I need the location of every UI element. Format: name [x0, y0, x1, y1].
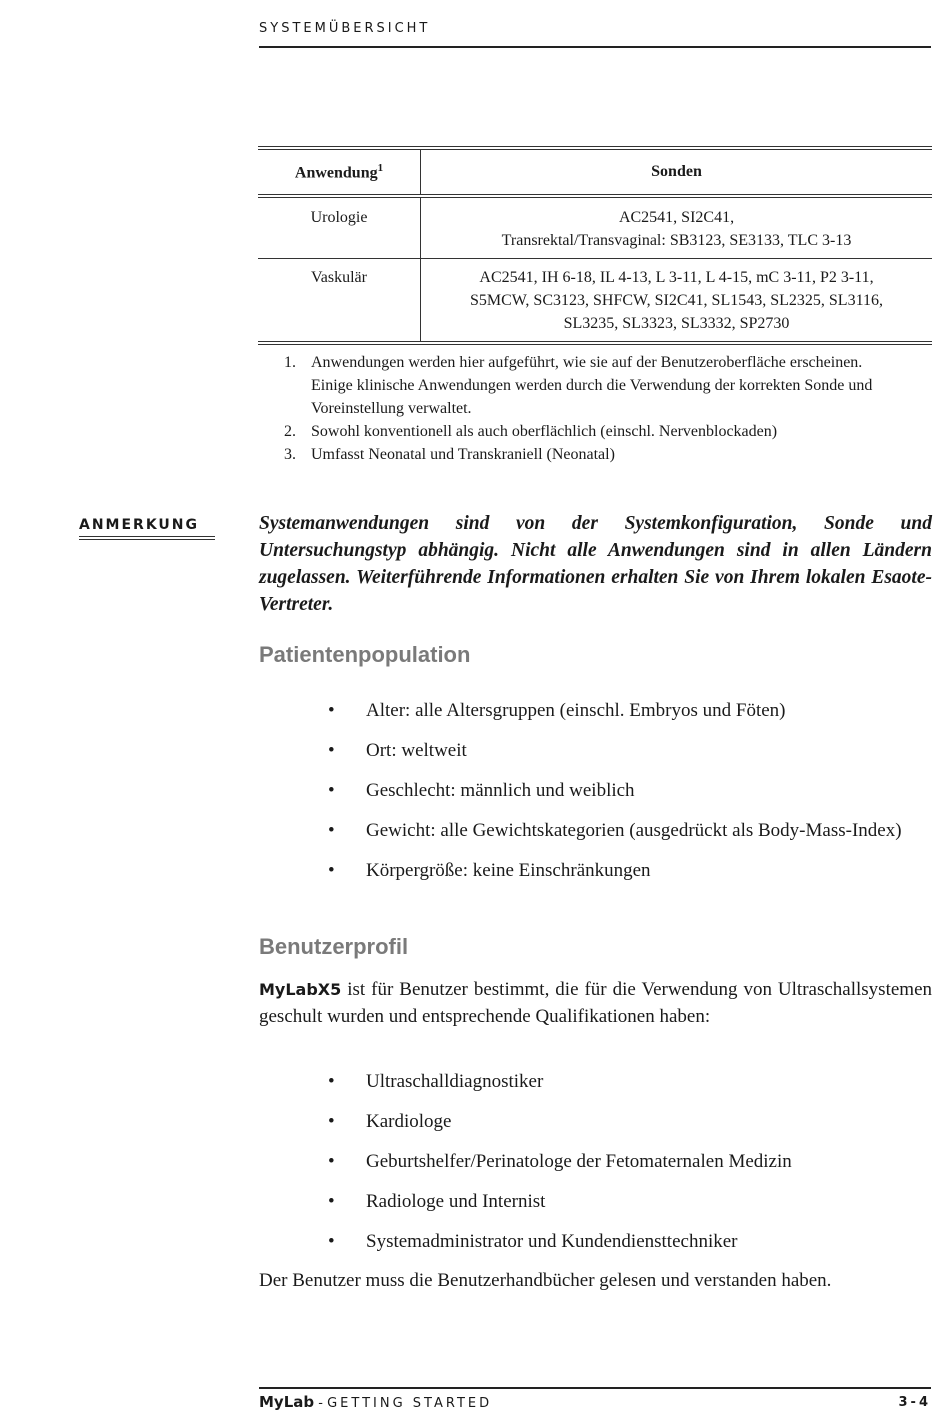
- bullet-icon: •: [328, 1151, 335, 1172]
- table-row: [258, 259, 932, 344]
- page-number: 3-4: [898, 1395, 931, 1410]
- bullet-icon: •: [328, 1111, 335, 1132]
- column-header-probes: Sonden: [421, 148, 933, 196]
- application-cell: Urologie: [258, 196, 421, 259]
- probes-line: S5MCW, SC3123, SHFCW, SI2C41, SL1543, SL2325, SL3116,: [470, 292, 883, 309]
- list-item: • Ultraschalldiagnostiker: [328, 1068, 904, 1095]
- bullet-icon: •: [328, 780, 335, 801]
- footnote-item: 1. Anwendungen werden hier aufgeführt, wie sie auf der Benutzeroberfläche erscheinen. Einige klinische Anwendungen werden durch die Verwendung der korrekten Sonde und Voreinstellung verwaltet.: [284, 354, 873, 417]
- bullet-icon: •: [328, 860, 335, 881]
- table-header-row: [258, 148, 932, 196]
- user-profile-intro: MyLabX5 ist für Benutzer bestimmt, die für die Verwendung von Ultraschallsystemen geschult wurden und entsprechende Qualifikationen haben:: [259, 979, 932, 1027]
- list-item: • Radiologe und Internist: [328, 1188, 904, 1215]
- footer-brand: MyLab: [259, 1393, 315, 1411]
- probes-line: SL3235, SL3323, SL3332, SP2730: [563, 315, 790, 332]
- list-item: • Ort: weltweit: [328, 737, 904, 764]
- probes-line: AC2541, SI2C41,: [618, 209, 735, 226]
- note-text: Systemanwendungen sind von der Systemkonfiguration, Sonde und Untersuchungstyp abhängig. Nicht alle Anwendungen sind in allen Ländern zugelassen. Weiterführende Informationen erhalten Sie von Ihrem lokalen Esaote-Vertreter.: [259, 513, 932, 615]
- product-name: MyLabX5: [259, 980, 342, 999]
- bullet-icon: •: [328, 1231, 335, 1252]
- bullet-icon: •: [328, 700, 335, 721]
- probes-cell: [421, 196, 933, 259]
- footer-title: MyLab - GETTING STARTED: [259, 1393, 493, 1411]
- application-cell: Vaskulär: [258, 259, 421, 344]
- closing-sentence: Der Benutzer muss die Benutzerhandbücher gelesen und verstanden haben.: [259, 1270, 832, 1291]
- probes-line: Transrektal/Transvaginal: SB3123, SE3133, TLC 3-13: [501, 232, 852, 249]
- applications-table: [258, 146, 932, 345]
- bullet-icon: •: [328, 820, 335, 841]
- table-footnotes: [284, 351, 904, 466]
- running-header-title: SYSTEMÜBERSICHT: [259, 21, 431, 36]
- page-footer: [259, 1387, 931, 1413]
- note-label: ANMERKUNG: [79, 514, 215, 540]
- footnote-ref: 1: [377, 161, 384, 174]
- list-item: • Gewicht: alle Gewichtskategorien (ausgedrückt als Body-Mass-Index): [328, 817, 904, 844]
- list-item: • Alter: alle Altersgruppen (einschl. Embryos und Föten): [328, 697, 904, 724]
- probes-line: AC2541, IH 6-18, IL 4-13, L 3-11, L 4-15, mC 3-11, P2 3-11,: [479, 269, 874, 286]
- list-item: • Kardiologe: [328, 1108, 904, 1135]
- footnote-item: 3. Umfasst Neonatal und Transkraniell (Neonatal): [284, 446, 615, 463]
- section-heading-patient-population: Patientenpopulation: [259, 642, 471, 667]
- probes-cell: [421, 259, 933, 344]
- running-header: [259, 20, 931, 48]
- list-item: • Körpergröße: keine Einschränkungen: [328, 857, 904, 884]
- section-heading-user-profile: Benutzerprofil: [259, 934, 409, 959]
- bullet-icon: •: [328, 1191, 335, 1212]
- list-item: • Systemadministrator und Kundendiensttechniker: [328, 1228, 904, 1255]
- list-item: • Geburtshelfer/Perinatologe der Fetomaternalen Medizin: [328, 1148, 904, 1175]
- table-row: [258, 196, 932, 259]
- bullet-icon: •: [328, 740, 335, 761]
- user-profile-list: [328, 1068, 904, 1268]
- column-header-application: Anwendung$^1$: [258, 148, 421, 196]
- list-item: • Geschlecht: männlich und weiblich: [328, 777, 904, 804]
- footer-guide-title: GETTING STARTED: [327, 1396, 493, 1411]
- patient-population-list: [328, 697, 904, 897]
- bullet-icon: •: [328, 1071, 335, 1092]
- footnote-item: 2. Sowohl konventionell als auch oberflächlich (einschl. Nervenblockaden): [284, 423, 778, 440]
